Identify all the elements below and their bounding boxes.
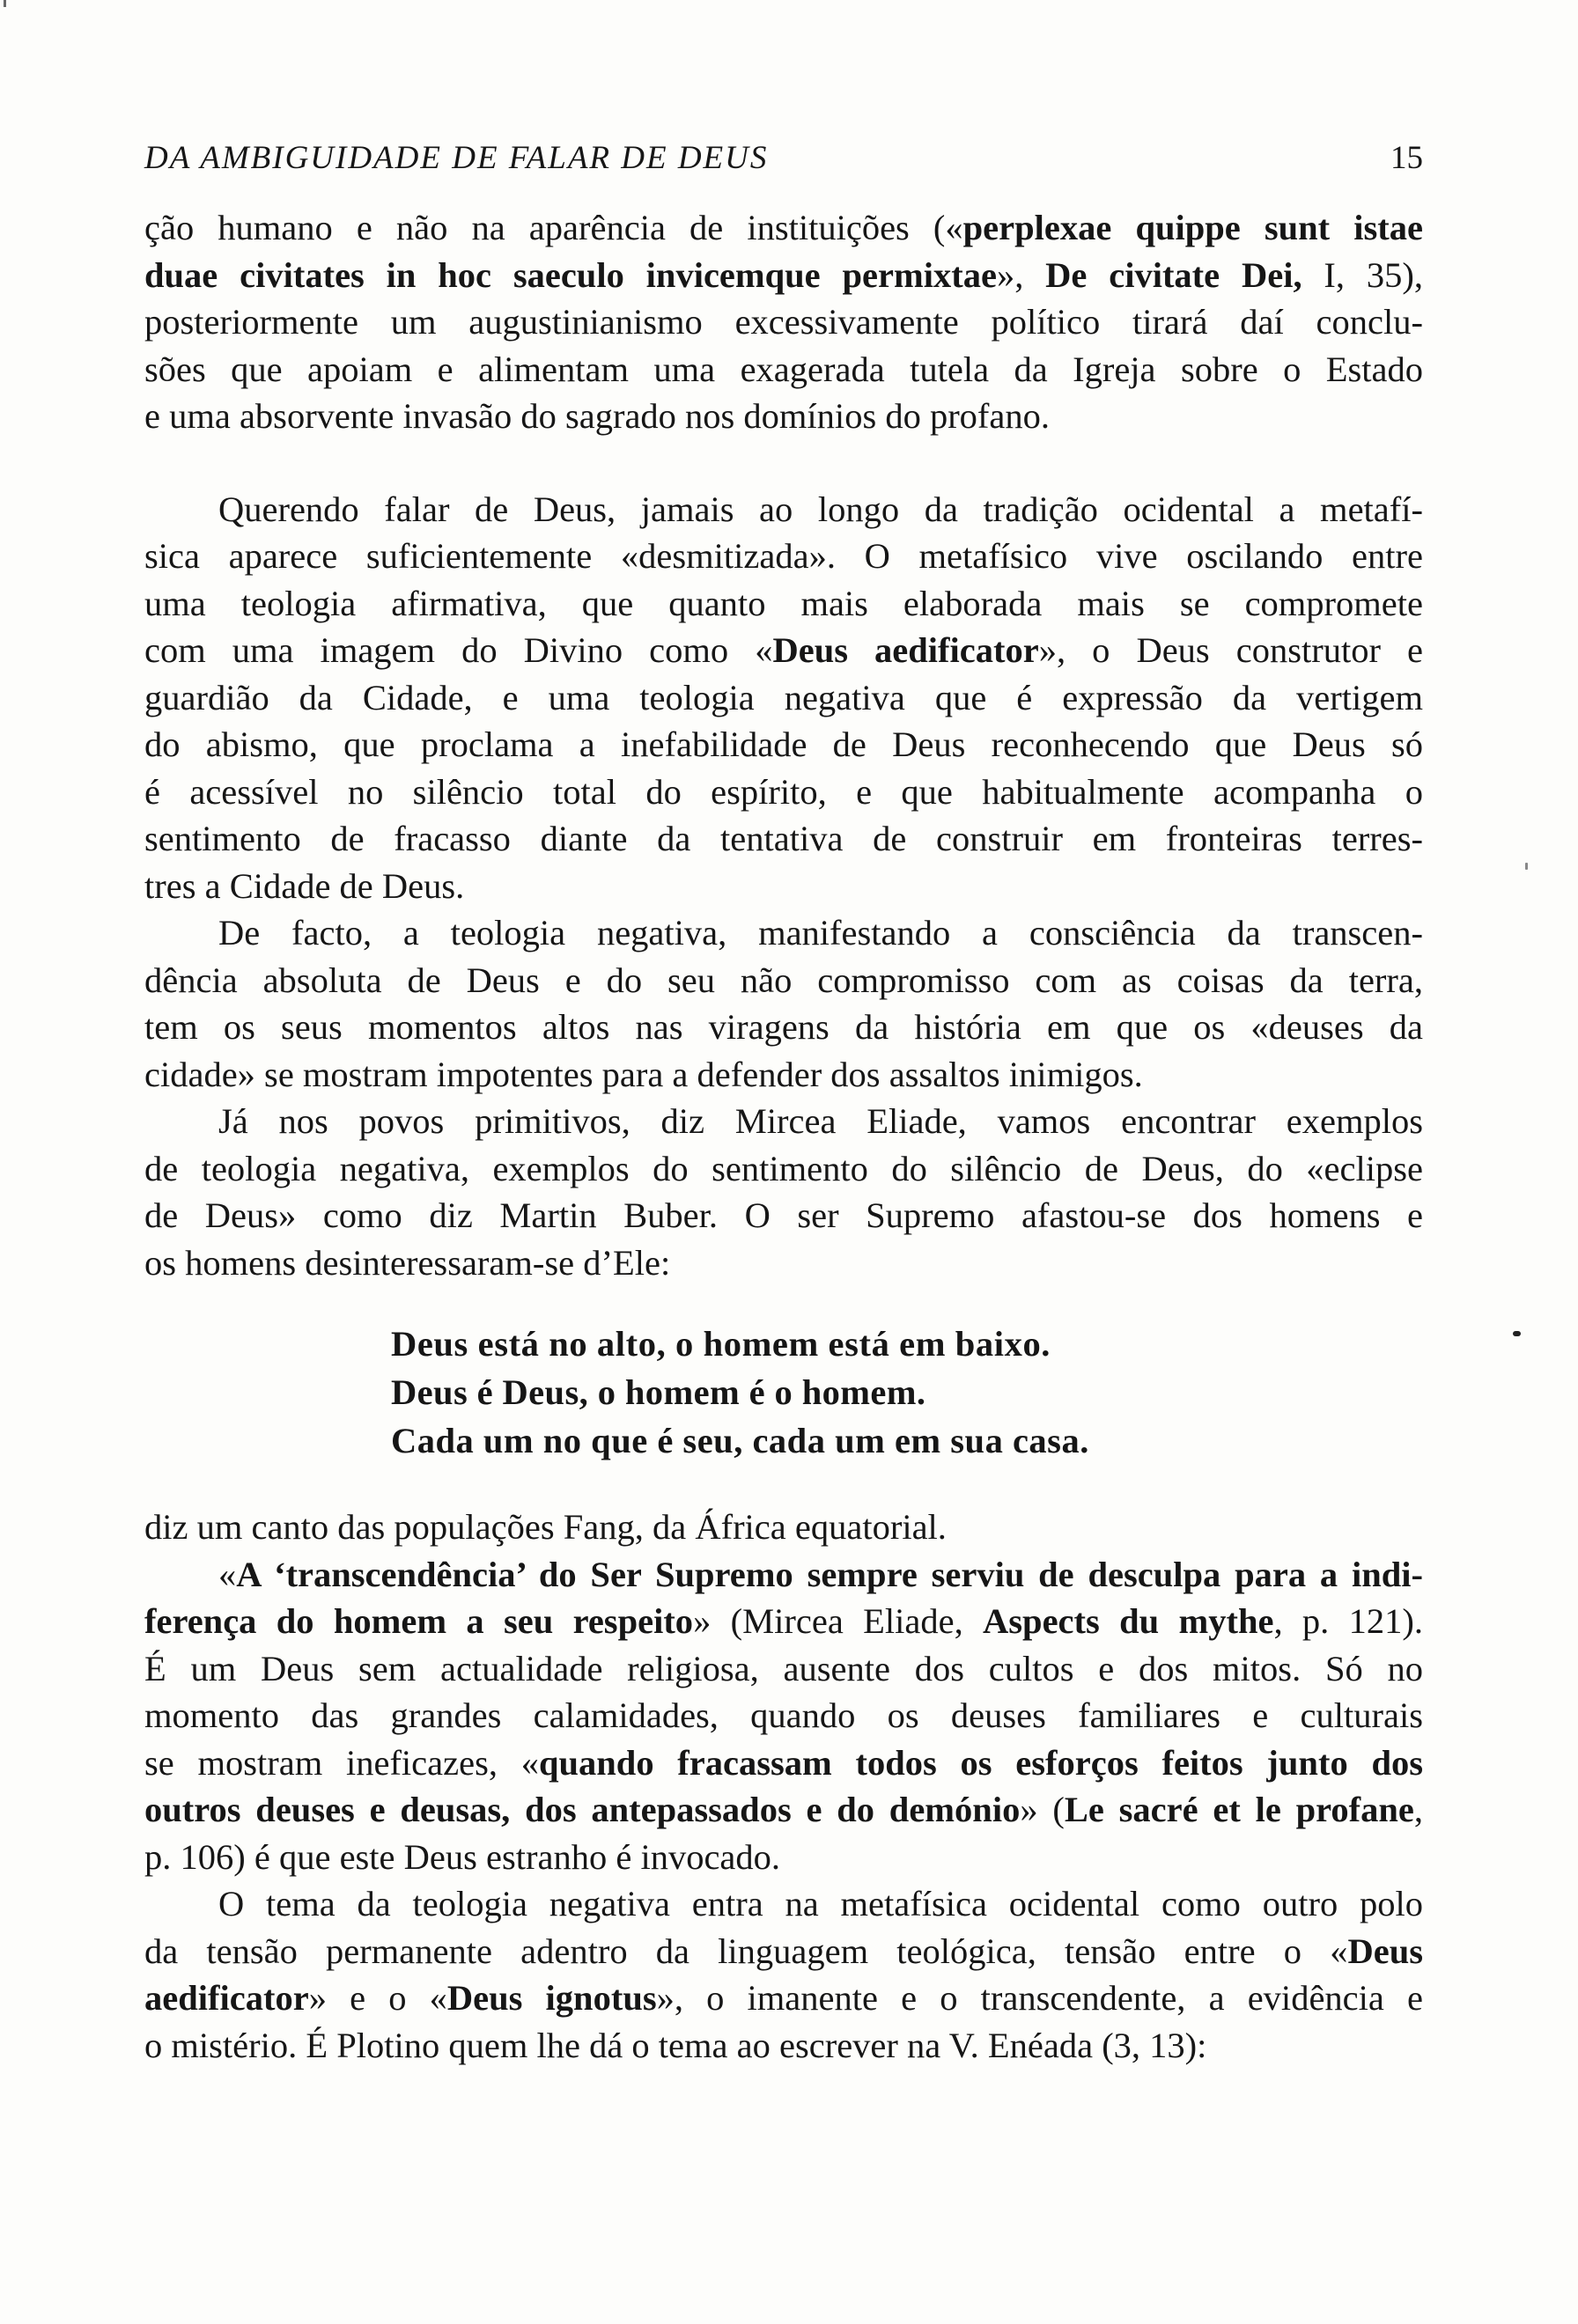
text-run: dência absoluta de Deus e do seu não compromisso com as coisas da terra, [144,960,1423,1000]
bold-run: ferença do homem a seu respeito [144,1601,694,1641]
text-line [144,1051,1423,1099]
paragraph [144,204,1423,440]
text-run: com uma imagem do Divino como « [144,630,773,670]
bold-run: duae civitates in hoc saeculo invicemque permixtae [144,254,997,295]
text-line [144,1145,1423,1193]
text-run: sões que apoiam e alimentam uma exagerada tutela da Igreja sobre o Estado [144,349,1423,389]
text-run: os homens desinteressaram-se d’Ele: [144,1242,671,1283]
text-line [144,533,1423,580]
bold-run: Deus ignotus [446,1978,657,2018]
text-run: guardião da Cidade, e uma teologia negativa que é expressão da vertigem [144,677,1423,717]
text-line [144,769,1423,816]
text-run: , p. 121). [1273,1601,1423,1641]
text-run: sentimento de fracasso diante da tentativa de construir em fronteiras terres- [144,819,1423,858]
text-run: Já nos povos primitivos, diz Mircea Eliade, vamos encontrar exemplos [218,1101,1423,1141]
text-line [144,721,1423,769]
text-run: É um Deus sem actualidade religiosa, ausente dos cultos e dos mitos. Só no [144,1648,1423,1688]
text-run: é acessível no silêncio total do espírito, e que habitualmente acompanha o [144,771,1423,812]
text-run: momento das grandes calamidades, quando os deuses familiares e culturais [144,1695,1423,1735]
bold-run: Deus aedificator [772,630,1039,670]
bold-run: Le sacré et le profane [1064,1790,1414,1829]
text-line [144,957,1423,1004]
verse-line: Deus é Deus, o homem é o homem. [391,1372,926,1412]
bold-run: Aspects du mythe [983,1601,1274,1641]
margin-speck [1525,863,1528,870]
paragraph [144,1098,1423,1286]
text-line [144,2022,1423,2070]
text-run: », o imanente e o transcendente, a evidência e [656,1978,1423,2018]
text-line [144,252,1423,299]
paragraph [144,1880,1423,2069]
page-number: 15 [1390,140,1423,176]
text-run: do abismo, que proclama a inefabilidade de Deus reconhecendo que Deus só [144,724,1423,764]
text-line [144,204,1423,252]
text-run: cidade» se mostram impotentes para a defender dos assaltos inimigos. [144,1054,1143,1094]
text-line [144,1004,1423,1051]
text-run: de teologia negativa, exemplos do sentimento do silêncio de Deus, do «eclipse [144,1148,1423,1188]
text-run: o mistério. É Plotino quem lhe dá o tema ao escrever na V. Enéada (3, 13): [144,2025,1207,2065]
margin-speck [1513,1331,1521,1336]
text-line [144,674,1423,722]
text-run: « [218,1554,237,1594]
paragraph [144,1551,1423,1881]
text-run: posteriormente um augustinianismo excessivamente político tirará daí conclu- [144,302,1423,342]
verse-line: Deus está no alto, o homem está em baixo. [391,1324,1051,1364]
text-line [144,486,1423,533]
bold-run: outros deuses e deusas, dos antepassados e do demónio [144,1790,1021,1829]
text-run: » ( [1020,1790,1065,1829]
bold-run: perplexae quippe sunt istae [962,208,1423,247]
text-line [144,298,1423,346]
text-run: p. 106) é que este Deus estranho é invocado. [144,1836,781,1877]
text-line [144,815,1423,863]
text-line [144,1645,1423,1693]
text-line [144,1504,1423,1551]
text-run: », o Deus construtor e [1038,630,1423,670]
text-run: De facto, a teologia negativa, manifestando a consciência da transcen- [218,913,1423,952]
text-line [144,1192,1423,1239]
book-page [144,132,1423,2069]
text-run: » (Mircea Eliade, [693,1601,984,1641]
text-line [144,1975,1423,2022]
text-line [144,393,1423,440]
text-run: I, 35), [1301,254,1423,295]
text-line [144,1551,1423,1599]
text-line [144,1786,1423,1834]
text-line [144,1880,1423,1928]
text-run: diz um canto das populações Fang, da África equatorial. [144,1507,947,1547]
verse-line: Cada um no que é seu, cada um em sua casa. [391,1421,1089,1460]
text-run: tem os seus momentos altos nas viragens da história em que os «deuses da [144,1007,1423,1047]
text-line [144,346,1423,393]
running-title: DA AMBIGUIDADE DE FALAR DE DEUS [144,140,769,176]
text-line [144,627,1423,674]
text-run: Querendo falar de Deus, jamais ao longo da tradição ocidental a metafí- [218,489,1423,529]
text-line [144,1928,1423,1975]
text-run: uma teologia afirmativa, que quanto mais elaborada mais se compromete [144,583,1423,623]
text-run: da tensão permanente adentro da linguagem teológica, tensão entre o « [144,1931,1348,1971]
text-line [144,1239,1423,1287]
text-run: O tema da teologia negativa entra na metafísica ocidental como outro polo [218,1884,1423,1923]
text-line [144,1692,1423,1739]
text-line [144,1834,1423,1881]
body-text [144,204,1423,2069]
text-line [144,1098,1423,1145]
text-run: de Deus» como diz Martin Buber. O ser Supremo afastou-se dos homens e [144,1195,1423,1235]
bold-run: A ‘transcendência’ do Ser Supremo sempre serviu de desculpa para a indi- [236,1554,1423,1594]
bold-run: aedificator [144,1978,309,2018]
running-head [144,132,1423,185]
text-run: » e o « [308,1978,447,2018]
text-run: sica aparece suficientemente «desmitizada». O metafísico vive oscilando entre [144,536,1423,576]
bold-run: De civitate Dei, [1045,254,1302,295]
paragraph [144,486,1423,910]
text-run: e uma absorvente invasão do sagrado nos domínios do profano. [144,396,1051,436]
text-run: ção humano e não na aparência de instituições (« [144,208,963,247]
paragraph [144,1504,1423,1551]
text-run: , [1413,1790,1423,1829]
text-run: », [996,254,1046,295]
text-line [144,909,1423,957]
paragraph [144,909,1423,1098]
text-line [144,1598,1423,1645]
text-line [144,1739,1423,1787]
text-line [144,863,1423,910]
text-line [144,580,1423,628]
margin-speck [4,0,6,7]
text-run: tres a Cidade de Deus. [144,865,465,906]
verse-quote [391,1320,1423,1465]
bold-run: Deus [1347,1931,1423,1971]
text-run: se mostram ineficazes, « [144,1742,539,1783]
bold-run: quando fracassam todos os esforços feitos junto dos [538,1742,1423,1783]
